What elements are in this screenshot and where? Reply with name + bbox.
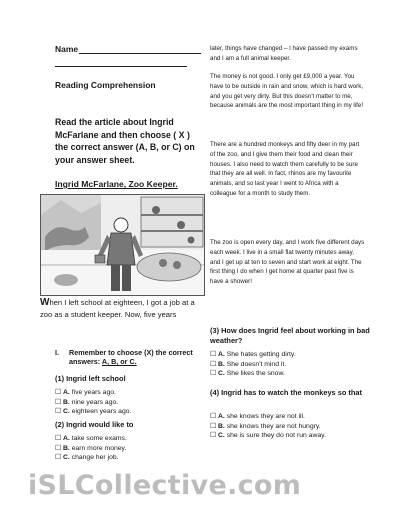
option-letter: A. bbox=[217, 351, 225, 358]
option-letter: C. bbox=[62, 408, 70, 415]
option-4b[interactable] bbox=[210, 422, 326, 432]
zoo-keeper-illustration bbox=[40, 194, 205, 296]
option-letter: A. bbox=[217, 413, 225, 420]
option-text: change her job. bbox=[71, 454, 119, 461]
option-letter: C. bbox=[217, 432, 225, 439]
option-2c[interactable] bbox=[55, 453, 127, 463]
checkbox[interactable]: ☐ bbox=[55, 398, 62, 406]
name-underline bbox=[79, 44, 201, 54]
option-text: five years ago. bbox=[71, 389, 116, 396]
question-3-options bbox=[210, 350, 296, 379]
option-text: She likes the snow. bbox=[226, 370, 285, 377]
name-field bbox=[55, 44, 201, 54]
question-3-label: (3) How does Ingrid feel about working in bad weather? bbox=[210, 326, 370, 345]
option-4c[interactable] bbox=[210, 431, 326, 441]
option-4a[interactable] bbox=[210, 412, 326, 422]
name-label: Name bbox=[55, 44, 79, 54]
option-letter: C. bbox=[217, 370, 225, 377]
option-letter: B. bbox=[62, 398, 70, 406]
option-text: take some exams. bbox=[71, 435, 127, 442]
option-1c[interactable] bbox=[55, 407, 131, 417]
checkbox[interactable]: ☐ bbox=[55, 444, 62, 452]
option-3c[interactable] bbox=[210, 369, 296, 379]
name-second-underline bbox=[55, 66, 187, 67]
question-1-options bbox=[55, 388, 131, 417]
question-2-options bbox=[55, 434, 127, 463]
intro-text: hen I left school at eighteen, I got a job at a zoo as a student keeper. Now, five years bbox=[40, 298, 195, 319]
checkbox[interactable]: ☐ bbox=[55, 408, 62, 415]
option-letter: A. bbox=[62, 435, 70, 442]
option-3a[interactable] bbox=[210, 350, 296, 360]
option-letter: C. bbox=[62, 454, 70, 461]
checkbox[interactable]: ☐ bbox=[210, 422, 217, 430]
option-2a[interactable] bbox=[55, 434, 127, 444]
reminder bbox=[55, 348, 205, 366]
question-2-label: (2) Ingrid would like to bbox=[55, 420, 134, 429]
article-title: Ingrid McFarlane, Zoo Keeper. bbox=[55, 179, 178, 189]
article-paragraph-4: The zoo is open every day, and I work five different days each week. I live in a small flat twenty minutes away, and I get up at ten to seven and start work at eight. The first thing I do when I get home at quarter past five is have a shower! bbox=[210, 239, 365, 286]
option-text: eighteen years ago. bbox=[71, 408, 132, 415]
instructions: Read the article about Ingrid McFarlane and then choose ( X ) the correct answer (A, B, or C) on your answer sheet. bbox=[55, 117, 195, 165]
option-letter: B. bbox=[62, 444, 70, 452]
option-text: she knows they are not ill. bbox=[226, 413, 305, 420]
option-letter: A. bbox=[62, 389, 70, 396]
reminder-underlined: A, B, or C. bbox=[101, 357, 137, 366]
checkbox[interactable]: ☐ bbox=[210, 351, 217, 358]
site-watermark: iSLCollective.com bbox=[28, 470, 302, 501]
option-3b[interactable] bbox=[210, 360, 296, 370]
option-text: She doesn't mind it. bbox=[226, 360, 287, 368]
checkbox[interactable]: ☐ bbox=[55, 454, 62, 461]
option-text: She hates getting dirty. bbox=[226, 351, 296, 358]
option-text: she knows they are not hungry. bbox=[226, 422, 321, 430]
question-4-options bbox=[210, 412, 326, 441]
option-1a[interactable] bbox=[55, 388, 131, 398]
question-1-label: (1) Ingrid left school bbox=[55, 374, 126, 383]
page-title: Reading Comprehension bbox=[55, 80, 156, 90]
option-letter: B. bbox=[217, 422, 225, 430]
option-2b[interactable] bbox=[55, 444, 127, 454]
reminder-text-main: Remember to choose (X) the correct answers: bbox=[69, 348, 193, 366]
section-number: I. bbox=[55, 348, 59, 357]
zoo-scene-drawing bbox=[41, 195, 204, 295]
drop-cap: W bbox=[40, 297, 50, 308]
checkbox[interactable]: ☐ bbox=[210, 432, 217, 439]
option-letter: B. bbox=[217, 360, 225, 368]
option-text: nine years ago. bbox=[71, 398, 119, 406]
checkbox[interactable]: ☐ bbox=[55, 435, 62, 442]
checkbox[interactable]: ☐ bbox=[210, 370, 217, 377]
article-paragraph-1: later, things have changed – I have passed my exams and I am a full animal keeper. bbox=[210, 45, 358, 62]
article-paragraph-2: The money is not good. I only get £9,000 a year. You have to be outside in rain and snow, which is hard work, and you get very dirty. But this doesn't matter to me, because animals are the most important thing in my life! bbox=[210, 73, 364, 110]
option-1b[interactable] bbox=[55, 398, 131, 408]
checkbox[interactable]: ☐ bbox=[210, 360, 217, 368]
option-text: she is sure they do not run away. bbox=[226, 432, 326, 439]
article-intro bbox=[40, 297, 205, 320]
checkbox[interactable]: ☐ bbox=[55, 389, 62, 396]
question-4-label: (4) Ingrid has to watch the monkeys so that bbox=[210, 388, 362, 397]
option-text: earn more money. bbox=[71, 444, 127, 452]
checkbox[interactable]: ☐ bbox=[210, 413, 217, 420]
article-paragraph-3: There are a hundred monkeys and fifty deer in my part of the zoo, and I give them their food and clean their houses. I also need to watch them carefully to be sure that they are all well. In fact, rhinos are my favourite animals, and so last year I went to Africa with a colleague for a month to study them. bbox=[210, 141, 360, 197]
reminder-text bbox=[69, 348, 205, 366]
